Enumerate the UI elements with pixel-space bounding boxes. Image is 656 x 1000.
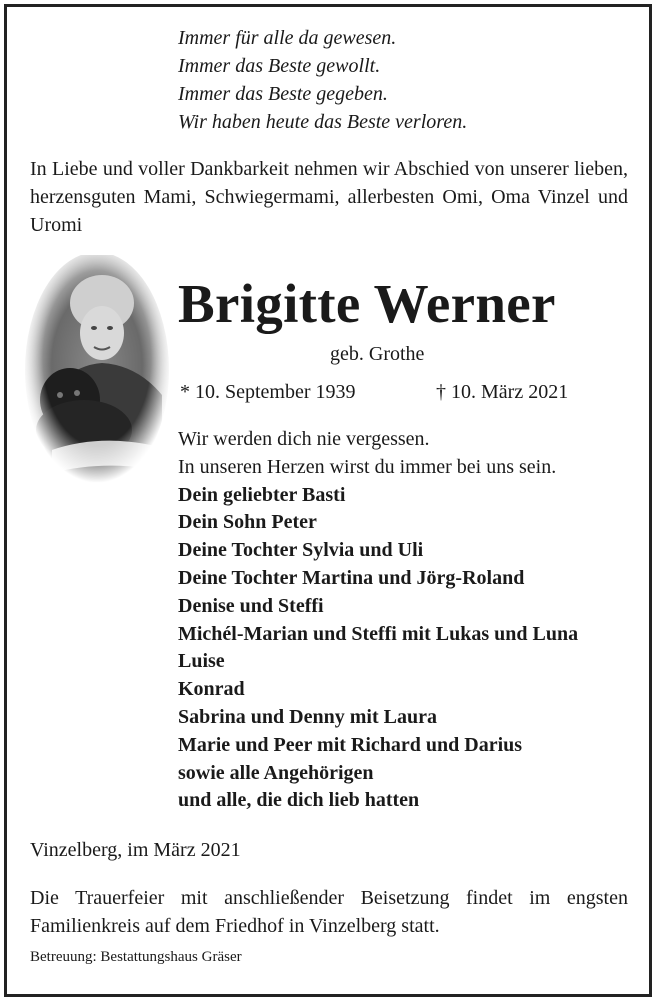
- mourner-line: Konrad: [178, 678, 245, 701]
- mourner-line: Luise: [178, 650, 225, 673]
- birth-date: * 10. September 1939: [180, 381, 356, 403]
- mourner-line: Deine Tochter Martina und Jörg-Roland: [178, 566, 525, 589]
- portrait-photo: [22, 255, 172, 500]
- funeral-home-credit: Betreuung: Bestattungshaus Gräser: [30, 949, 242, 965]
- mourner-line: Denise und Steffi: [178, 594, 324, 617]
- maiden-name: geb. Grothe: [330, 343, 425, 365]
- place-date: Vinzelberg, im März 2021: [30, 839, 241, 861]
- mourner-line: Marie und Peer mit Richard und Darius: [178, 733, 523, 756]
- mourner-line: und alle, die dich lieb hatten: [178, 789, 420, 812]
- deceased-name: Brigitte Werner: [178, 273, 556, 334]
- verse-line: Immer das Beste gegeben.: [178, 83, 388, 105]
- mourner-line: Deine Tochter Sylvia und Uli: [178, 539, 424, 562]
- mourner-line: Dein Sohn Peter: [178, 511, 317, 534]
- intro-text: In Liebe und voller Dankbarkeit nehmen wir Abschied von unserer lieben, herzensguten Mami, Schwiegermami, allerbesten Omi, Oma Vinzel und Uromi: [30, 158, 628, 236]
- verse-line: Immer das Beste gewollt.: [178, 55, 381, 77]
- verse-line: Immer für alle da gewesen.: [178, 27, 397, 49]
- message-line: In unseren Herzen wirst du immer bei uns sein.: [178, 455, 557, 478]
- verse-line: Wir haben heute das Beste verloren.: [178, 111, 468, 133]
- death-date: † 10. März 2021: [436, 381, 569, 403]
- message-line: Wir werden dich nie vergessen.: [178, 428, 430, 450]
- mourner-line: Sabrina und Denny mit Laura: [178, 705, 437, 728]
- mourner-line: Dein geliebter Basti: [178, 483, 346, 506]
- mourner-line: sowie alle Angehörigen: [178, 761, 374, 784]
- funeral-notice: Die Trauerfeier mit anschließender Beisetzung findet im engsten Familienkreis auf dem Friedhof in Vinzelberg statt.: [30, 887, 628, 937]
- mourner-line: Michél-Marian und Steffi mit Lukas und Luna: [178, 622, 579, 645]
- memorial-verse: [178, 24, 467, 136]
- mourners-block: [178, 426, 578, 815]
